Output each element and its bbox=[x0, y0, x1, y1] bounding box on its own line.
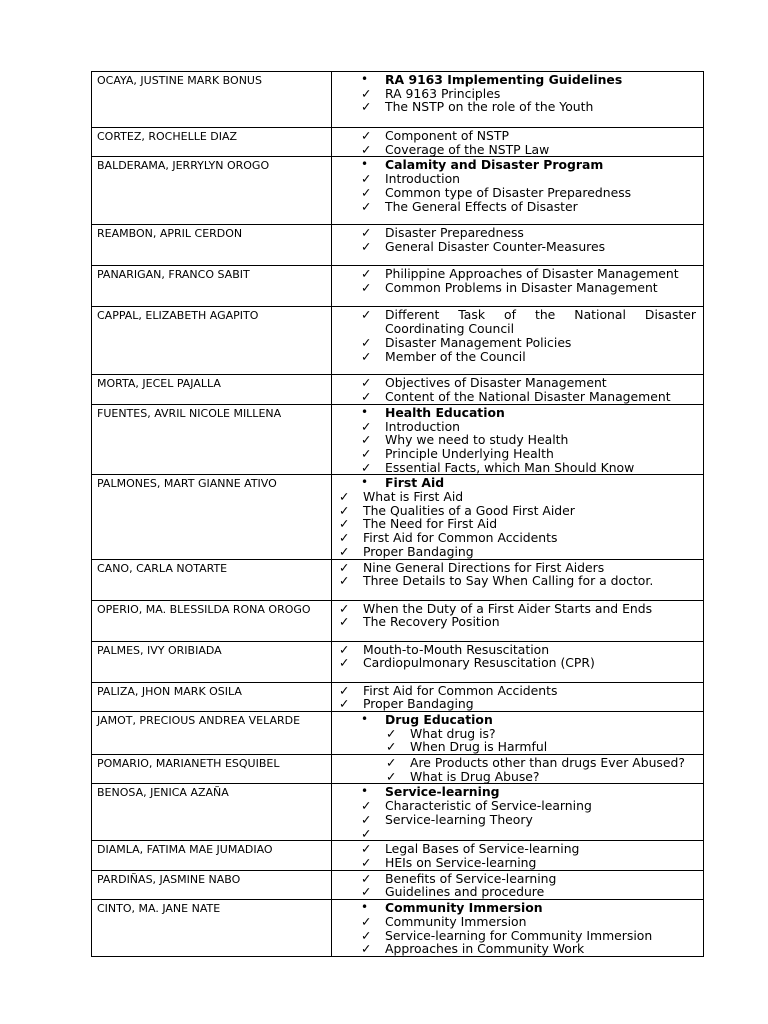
topic-heading bbox=[339, 901, 696, 915]
table-row bbox=[92, 682, 704, 711]
topic-text: Guidelines and procedure bbox=[385, 884, 545, 900]
topic-item bbox=[339, 602, 696, 616]
topic-text: Disaster Preparedness bbox=[385, 225, 524, 241]
topic-item bbox=[339, 390, 696, 404]
topic-text: Introduction bbox=[385, 418, 461, 434]
topic-item bbox=[339, 561, 696, 575]
topic-item bbox=[339, 856, 696, 870]
table-row bbox=[92, 266, 704, 307]
table-row bbox=[92, 559, 704, 600]
assignment-table-page bbox=[91, 71, 696, 957]
topic-heading bbox=[339, 158, 696, 172]
topic-item bbox=[339, 336, 696, 350]
topic-text: RA 9163 Implementing Guidelines bbox=[385, 72, 623, 87]
checkmark-icon: ✓ bbox=[361, 348, 372, 364]
topic-heading bbox=[339, 476, 696, 490]
checkmark-icon: ✓ bbox=[339, 516, 350, 532]
table-row bbox=[92, 225, 704, 266]
topic-heading bbox=[339, 713, 696, 727]
topic-text: The NSTP on the role of the Youth bbox=[385, 99, 594, 115]
topic-text: Approaches in Community Work bbox=[385, 941, 585, 957]
topic-text: Objectives of Disaster Management bbox=[385, 375, 607, 391]
topic-item bbox=[339, 143, 696, 157]
topic-text: The Need for First Aid bbox=[363, 516, 498, 532]
topic-text: Introduction bbox=[385, 171, 461, 187]
topic-item bbox=[339, 799, 696, 813]
topic-text: First Aid for Common Accidents bbox=[363, 682, 558, 698]
checkmark-icon: ✓ bbox=[339, 543, 350, 559]
topic-text: First Aid for Common Accidents bbox=[363, 530, 558, 546]
topics-cell bbox=[332, 128, 704, 157]
topic-item bbox=[339, 574, 696, 588]
topic-text: Common type of Disaster Preparedness bbox=[385, 184, 632, 200]
topic-item bbox=[339, 308, 696, 335]
topics-cell bbox=[332, 784, 704, 841]
table-row bbox=[92, 375, 704, 404]
topic-text: Service-learning bbox=[385, 784, 500, 800]
topic-text: The General Effects of Disaster bbox=[385, 198, 578, 214]
topic-text: Calamity and Disaster Program bbox=[385, 157, 604, 173]
student-name-cell: JAMOT, PRECIOUS ANDREA VELARDE bbox=[92, 711, 332, 754]
topic-item bbox=[339, 643, 696, 657]
checkmark-icon: ✓ bbox=[361, 445, 372, 461]
bullet-icon: • bbox=[361, 475, 369, 490]
checkmark-icon: ✓ bbox=[361, 99, 372, 115]
topic-item bbox=[339, 281, 696, 295]
student-name-cell: PANARIGAN, FRANCO SABIT bbox=[92, 266, 332, 307]
checkmark-icon: ✓ bbox=[361, 375, 372, 391]
student-name-cell: CAPPAL, ELIZABETH AGAPITO bbox=[92, 307, 332, 375]
topic-text: Member of the Council bbox=[385, 348, 526, 364]
topic-item bbox=[339, 200, 696, 214]
topics-cell bbox=[332, 225, 704, 266]
assignment-table-body bbox=[92, 72, 704, 957]
student-name-cell: OCAYA, JUSTINE MARK BONUS bbox=[92, 72, 332, 128]
checkmark-icon: ✓ bbox=[339, 696, 350, 712]
topic-text: Mouth-to-Mouth Resuscitation bbox=[363, 641, 550, 657]
checkmark-icon: ✓ bbox=[361, 870, 372, 886]
table-row bbox=[92, 841, 704, 870]
topic-item bbox=[339, 226, 696, 240]
topic-text: General Disaster Counter-Measures bbox=[385, 239, 606, 255]
topic-item bbox=[339, 87, 696, 101]
topic-text: Different Task of the National Disaster Coordinating Council bbox=[385, 307, 696, 337]
student-name-cell: REAMBON, APRIL CERDON bbox=[92, 225, 332, 266]
checkmark-icon: ✓ bbox=[339, 530, 350, 546]
topic-item bbox=[339, 756, 696, 770]
topic-item bbox=[339, 490, 696, 504]
topic-item bbox=[339, 350, 696, 364]
topics-cell bbox=[332, 559, 704, 600]
topic-item bbox=[339, 885, 696, 899]
student-name-cell: PALMONES, MART GIANNE ATIVO bbox=[92, 475, 332, 559]
checkmark-icon: ✓ bbox=[361, 913, 372, 929]
table-row bbox=[92, 157, 704, 225]
topic-item bbox=[339, 376, 696, 390]
checkmark-icon: ✓ bbox=[339, 559, 350, 575]
topic-item bbox=[339, 172, 696, 186]
topic-text: Community Immersion bbox=[385, 900, 543, 916]
topic-item bbox=[339, 461, 696, 475]
student-name-cell: CINTO, MA. JANE NATE bbox=[92, 900, 332, 957]
table-row bbox=[92, 128, 704, 157]
student-name-cell: PALIZA, JHON MARK OSILA bbox=[92, 682, 332, 711]
topic-text: Content of the National Disaster Management bbox=[385, 389, 671, 405]
student-name-cell: MORTA, JECEL PAJALLA bbox=[92, 375, 332, 404]
student-name-cell: BALDERAMA, JERRYLYN OROGO bbox=[92, 157, 332, 225]
checkmark-icon: ✓ bbox=[361, 884, 372, 900]
checkmark-icon: ✓ bbox=[361, 239, 372, 255]
topic-text: First Aid bbox=[385, 475, 445, 491]
assignment-table bbox=[91, 71, 704, 957]
topic-item bbox=[339, 504, 696, 518]
checkmark-icon: ✓ bbox=[361, 184, 372, 200]
topic-item bbox=[339, 842, 696, 856]
topic-item bbox=[339, 656, 696, 670]
checkmark-icon: ✓ bbox=[339, 655, 350, 671]
table-row bbox=[92, 711, 704, 754]
topic-text: Service-learning Theory bbox=[385, 811, 533, 827]
topic-text: Philippine Approaches of Disaster Management bbox=[385, 266, 679, 282]
topics-cell bbox=[332, 475, 704, 559]
bullet-icon: • bbox=[361, 711, 369, 726]
topic-text: Disaster Management Policies bbox=[385, 334, 572, 350]
topic-heading bbox=[339, 406, 696, 420]
checkmark-icon: ✓ bbox=[386, 755, 397, 771]
checkmark-icon: ✓ bbox=[361, 171, 372, 187]
checkmark-icon: ✓ bbox=[361, 141, 372, 157]
student-name-cell: BENOSA, JENICA AZAÑA bbox=[92, 784, 332, 841]
checkmark-icon: ✓ bbox=[361, 841, 372, 857]
topics-cell bbox=[332, 266, 704, 307]
table-row bbox=[92, 307, 704, 375]
topics-cell bbox=[332, 641, 704, 682]
topic-text: The Qualities of a Good First Aider bbox=[363, 502, 575, 518]
checkmark-icon: ✓ bbox=[361, 854, 372, 870]
checkmark-icon: ✓ bbox=[339, 614, 350, 630]
checkmark-icon: ✓ bbox=[361, 432, 372, 448]
checkmark-icon: ✓ bbox=[361, 280, 372, 296]
checkmark-icon: ✓ bbox=[386, 725, 397, 741]
topic-item bbox=[339, 186, 696, 200]
checkmark-icon: ✓ bbox=[361, 941, 372, 957]
bullet-icon: • bbox=[361, 900, 369, 915]
topics-cell bbox=[332, 870, 704, 899]
topic-item bbox=[339, 240, 696, 254]
topic-text: Proper Bandaging bbox=[363, 543, 474, 559]
topic-item bbox=[339, 770, 696, 784]
topic-text: What drug is? bbox=[410, 725, 496, 741]
topic-item bbox=[339, 531, 696, 545]
topic-text: Nine General Directions for First Aiders bbox=[363, 559, 605, 575]
student-name-cell: FUENTES, AVRIL NICOLE MILLENA bbox=[92, 404, 332, 475]
topics-cell bbox=[332, 72, 704, 128]
topics-cell bbox=[332, 755, 704, 784]
bullet-icon: • bbox=[361, 72, 369, 86]
student-name-cell: POMARIO, MARIANETH ESQUIBEL bbox=[92, 755, 332, 784]
checkmark-icon: ✓ bbox=[361, 334, 372, 350]
topic-text: Service-learning for Community Immersion bbox=[385, 927, 653, 943]
topic-text: Three Details to Say When Calling for a doctor. bbox=[363, 573, 654, 589]
topic-item bbox=[339, 727, 696, 741]
topic-item bbox=[339, 447, 696, 461]
topic-text: When the Duty of a First Aider Starts and Ends bbox=[363, 600, 653, 616]
topics-cell bbox=[332, 600, 704, 641]
checkmark-icon: ✓ bbox=[361, 798, 372, 814]
topic-text: What is First Aid bbox=[363, 489, 464, 505]
student-name-cell: CORTEZ, ROCHELLE DIAZ bbox=[92, 128, 332, 157]
table-row bbox=[92, 900, 704, 957]
topic-text: Coverage of the NSTP Law bbox=[385, 141, 550, 157]
student-name-cell: PARDIÑAS, JASMINE NABO bbox=[92, 870, 332, 899]
table-row bbox=[92, 72, 704, 128]
topic-text: RA 9163 Principles bbox=[385, 85, 501, 101]
topic-item bbox=[339, 942, 696, 956]
topic-text: Proper Bandaging bbox=[363, 696, 474, 712]
topic-text: Why we need to study Health bbox=[385, 432, 569, 448]
topic-item bbox=[339, 872, 696, 886]
topic-text: Essential Facts, which Man Should Know bbox=[385, 459, 635, 475]
student-name-cell: OPERIO, MA. BLESSILDA RONA OROGO bbox=[92, 600, 332, 641]
checkmark-icon: ✓ bbox=[361, 459, 372, 475]
topic-item bbox=[339, 100, 696, 114]
bullet-icon: • bbox=[361, 784, 369, 799]
topic-heading bbox=[339, 73, 696, 87]
bullet-icon: • bbox=[361, 157, 369, 172]
checkmark-icon: ✓ bbox=[339, 489, 350, 505]
topic-text: HEIs on Service-learning bbox=[385, 854, 537, 870]
checkmark-icon: ✓ bbox=[339, 682, 350, 698]
topic-text: Characteristic of Service-learning bbox=[385, 798, 592, 814]
topic-heading bbox=[339, 785, 696, 799]
topic-text: What is Drug Abuse? bbox=[410, 768, 540, 784]
topic-text: Principle Underlying Health bbox=[385, 445, 554, 461]
topic-item bbox=[339, 684, 696, 698]
checkmark-icon: ✓ bbox=[361, 128, 372, 143]
checkmark-icon: ✓ bbox=[361, 266, 372, 282]
topic-item bbox=[339, 517, 696, 531]
topic-text: Drug Education bbox=[385, 711, 493, 727]
checkmark-icon: ✓ bbox=[361, 307, 372, 323]
topic-item bbox=[339, 740, 696, 754]
topics-cell bbox=[332, 682, 704, 711]
topic-item bbox=[339, 433, 696, 447]
table-row bbox=[92, 641, 704, 682]
table-row bbox=[92, 475, 704, 559]
topics-cell bbox=[332, 900, 704, 957]
table-row bbox=[92, 784, 704, 841]
checkmark-icon: ✓ bbox=[339, 502, 350, 518]
topic-text: Community Immersion bbox=[385, 913, 527, 929]
topic-text: Are Products other than drugs Ever Abused? bbox=[410, 755, 685, 771]
checkmark-icon: ✓ bbox=[339, 641, 350, 657]
topics-cell bbox=[332, 841, 704, 870]
checkmark-icon: ✓ bbox=[339, 600, 350, 616]
topic-item bbox=[339, 697, 696, 711]
topic-text: When Drug is Harmful bbox=[410, 739, 548, 755]
checkmark-icon: ✓ bbox=[361, 198, 372, 214]
checkmark-icon: ✓ bbox=[361, 418, 372, 434]
table-row bbox=[92, 870, 704, 899]
topics-cell bbox=[332, 711, 704, 754]
topic-item bbox=[339, 827, 696, 841]
student-name-cell: PALMES, IVY ORIBIADA bbox=[92, 641, 332, 682]
checkmark-icon: ✓ bbox=[386, 739, 397, 755]
topic-text: Benefits of Service-learning bbox=[385, 870, 557, 886]
topic-item bbox=[339, 813, 696, 827]
checkmark-icon: ✓ bbox=[361, 825, 372, 841]
topic-text bbox=[385, 827, 696, 841]
topic-item bbox=[339, 420, 696, 434]
topic-item bbox=[339, 929, 696, 943]
topics-cell bbox=[332, 375, 704, 404]
checkmark-icon: ✓ bbox=[361, 389, 372, 405]
topic-item bbox=[339, 267, 696, 281]
checkmark-icon: ✓ bbox=[361, 927, 372, 943]
table-row bbox=[92, 600, 704, 641]
checkmark-icon: ✓ bbox=[339, 573, 350, 589]
table-row bbox=[92, 404, 704, 475]
topic-item bbox=[339, 545, 696, 559]
checkmark-icon: ✓ bbox=[361, 225, 372, 241]
checkmark-icon: ✓ bbox=[386, 768, 397, 784]
topic-text: The Recovery Position bbox=[363, 614, 500, 630]
student-name-cell: DIAMLA, FATIMA MAE JUMADIAO bbox=[92, 841, 332, 870]
topic-text: Common Problems in Disaster Management bbox=[385, 280, 658, 296]
topics-cell bbox=[332, 404, 704, 475]
topic-item bbox=[339, 915, 696, 929]
topic-item bbox=[339, 129, 696, 143]
checkmark-icon: ✓ bbox=[361, 811, 372, 827]
topic-text: Health Education bbox=[385, 404, 505, 420]
topic-text: Cardiopulmonary Resuscitation (CPR) bbox=[363, 655, 595, 671]
table-row bbox=[92, 755, 704, 784]
topics-cell bbox=[332, 157, 704, 225]
student-name-cell: CANO, CARLA NOTARTE bbox=[92, 559, 332, 600]
checkmark-icon: ✓ bbox=[361, 85, 372, 101]
topics-cell bbox=[332, 307, 704, 375]
topic-text: Legal Bases of Service-learning bbox=[385, 841, 580, 857]
topic-item bbox=[339, 615, 696, 629]
topic-text: Component of NSTP bbox=[385, 128, 509, 143]
bullet-icon: • bbox=[361, 404, 369, 419]
